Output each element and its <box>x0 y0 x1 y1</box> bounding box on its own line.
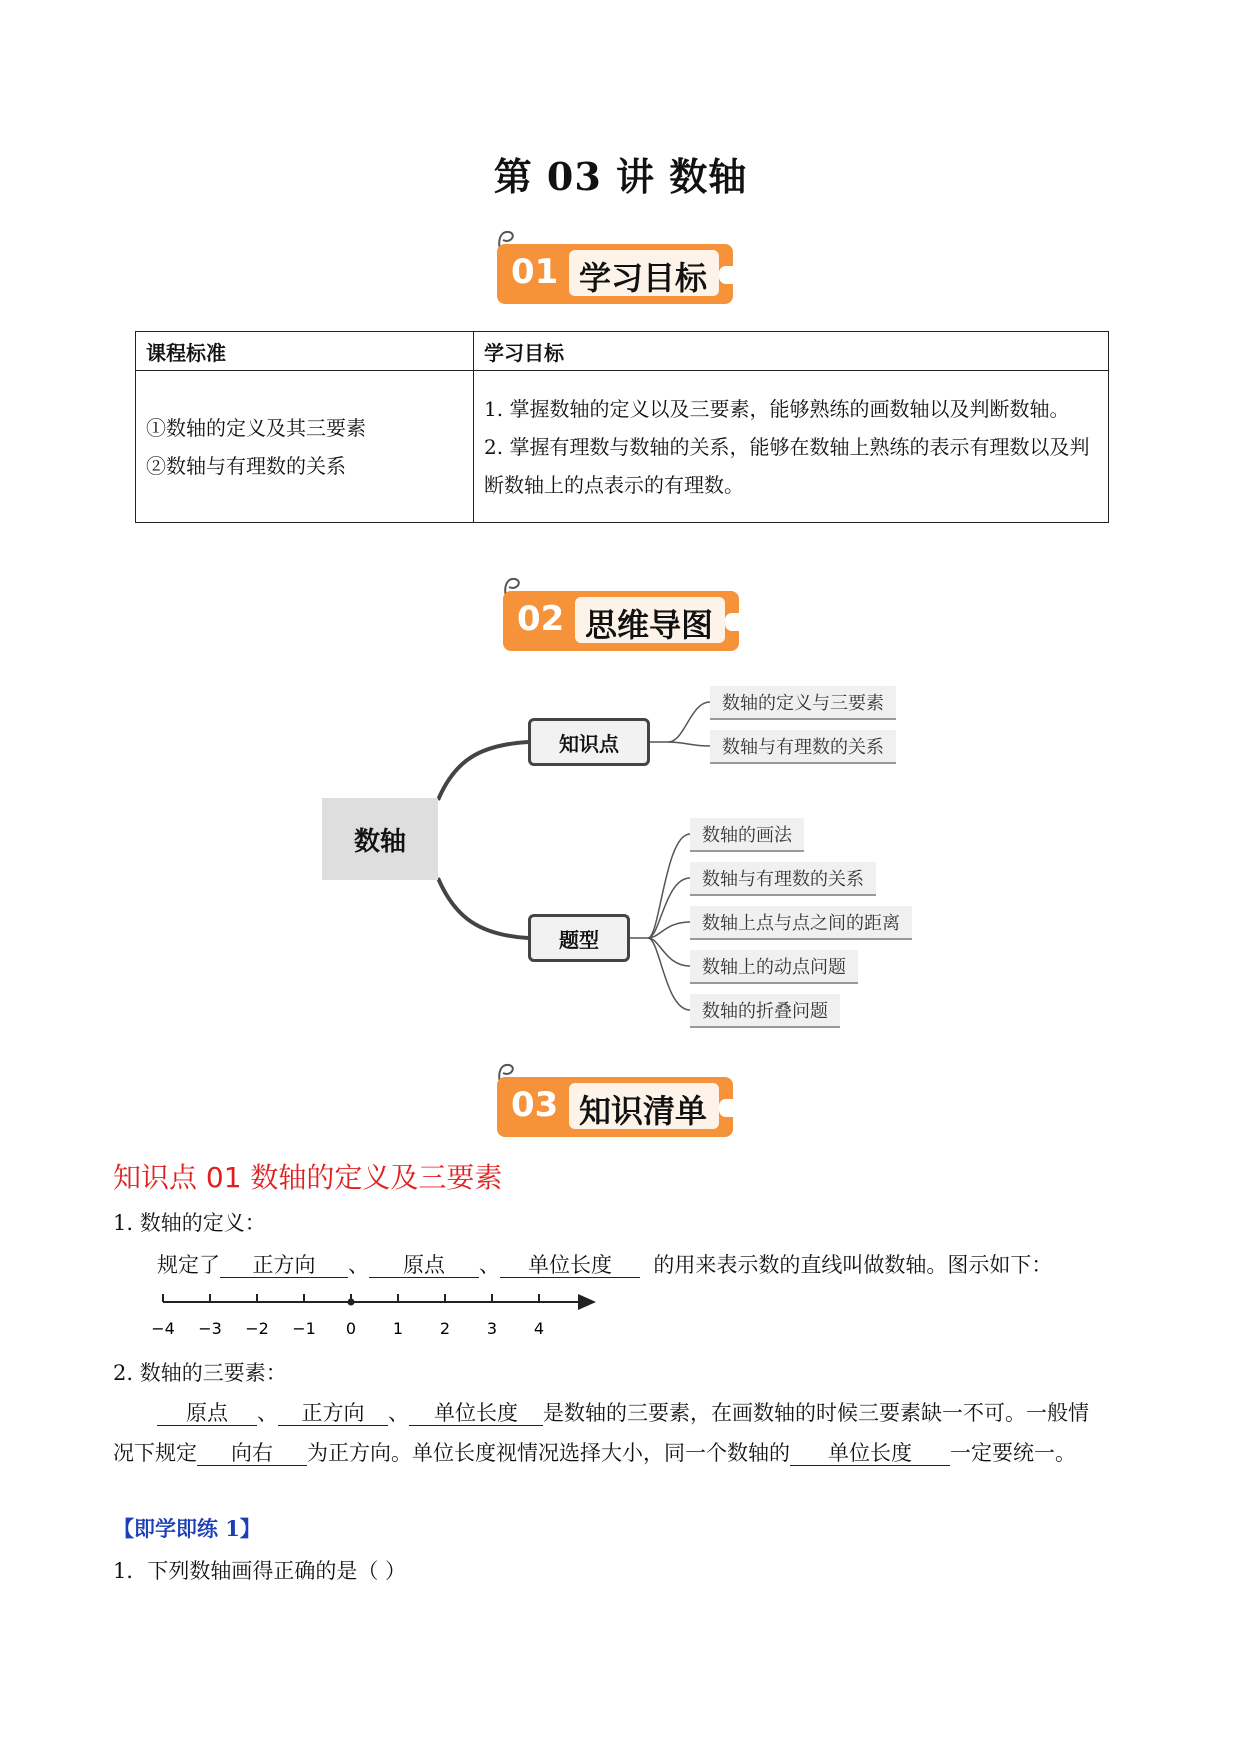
text: 一定要统一。 <box>950 1441 1076 1465</box>
axis-tick-label: 1 <box>392 1319 404 1338</box>
text: 规定了 <box>157 1253 220 1277</box>
mindmap-leaf: 数轴上点与点之间的距离 <box>690 906 912 940</box>
blank-answer: 向右 <box>197 1441 307 1466</box>
section-number: 03 <box>511 1085 559 1125</box>
origin-dot <box>348 1299 355 1306</box>
mindmap-branch-knowledge: 知识点 <box>528 718 650 766</box>
section-number: 02 <box>517 599 565 639</box>
text: 为正方向。单位长度视情况选择大小，同一个数轴的 <box>307 1441 790 1465</box>
axis-arrow <box>578 1294 596 1310</box>
axis-tick-label: 0 <box>345 1319 357 1338</box>
elements-line-2 <box>113 1437 1076 1467</box>
blank-answer: 正方向 <box>220 1253 348 1278</box>
mindmap-leaf: 数轴的折叠问题 <box>690 994 840 1028</box>
axis-tick-label: −1 <box>292 1319 316 1338</box>
axis-tick-label: 4 <box>533 1319 545 1338</box>
section-label: 思维导图 <box>585 606 714 644</box>
blank-answer: 原点 <box>369 1253 479 1278</box>
mindmap-leaf: 数轴与有理数的关系 <box>690 862 876 896</box>
text: 是数轴的三要素，在画数轴的时候三要素缺一不可。一般情 <box>543 1401 1089 1425</box>
mindmap-leaf: 数轴与有理数的关系 <box>710 730 896 764</box>
objective-item: 2. 掌握有理数与数轴的关系，能够在数轴上熟练的表示有理数以及判断数轴上的点表示的有理数。 <box>484 434 1090 497</box>
text: 、 <box>479 1253 500 1277</box>
elements-heading: 2. 数轴的三要素： <box>113 1361 287 1385</box>
blank-answer: 原点 <box>157 1401 257 1426</box>
table-header-standard: 课程标准 <box>136 332 474 371</box>
text: 况下规定 <box>113 1441 197 1465</box>
blank-answer: 单位长度 <box>409 1401 543 1426</box>
definition-heading: 1. 数轴的定义： <box>113 1211 266 1235</box>
practice-heading: 【即学即练 1】 <box>113 1516 261 1541</box>
elements-line-1 <box>157 1397 1089 1427</box>
definition-line <box>157 1249 1052 1279</box>
mindmap-branch-types: 题型 <box>528 914 630 962</box>
table-header-objective: 学习目标 <box>474 332 1109 371</box>
page-title: 第 03 讲 数轴 <box>493 154 748 199</box>
axis-tick-label: −3 <box>198 1319 222 1338</box>
section-badge-knowledge <box>497 1059 737 1137</box>
knowledge-point-title: 知识点 01 数轴的定义及三要素 <box>113 1161 503 1194</box>
axis-tick-label: 2 <box>439 1319 451 1338</box>
standard-item: ①数轴的定义及其三要素 <box>146 415 366 440</box>
section-number: 01 <box>511 252 559 292</box>
blank-answer: 单位长度 <box>790 1441 950 1466</box>
text: 、 <box>388 1401 409 1425</box>
axis-tick-label: 3 <box>486 1319 498 1338</box>
objective-item: 1. 掌握数轴的定义以及三要素，能够熟练的画数轴以及判断数轴。 <box>484 396 1070 421</box>
mindmap-root: 数轴 <box>322 798 438 880</box>
section-label: 知识清单 <box>579 1092 708 1130</box>
text: 、 <box>348 1253 369 1277</box>
mindmap-leaf: 数轴上的动点问题 <box>690 950 858 984</box>
blank-answer: 正方向 <box>278 1401 388 1426</box>
axis-tick-label: −2 <box>245 1319 269 1338</box>
mindmap-leaf: 数轴的定义与三要素 <box>710 686 896 720</box>
blank-answer: 单位长度 <box>500 1253 640 1278</box>
axis-tick-label: −4 <box>151 1319 175 1338</box>
number-line-diagram <box>150 1290 600 1342</box>
standard-item: ②数轴与有理数的关系 <box>146 453 346 478</box>
practice-question: 1．下列数轴画得正确的是（ ） <box>113 1559 407 1583</box>
mindmap-leaf: 数轴的画法 <box>690 818 804 852</box>
text: 、 <box>257 1401 278 1425</box>
text: 的用来表示数的直线叫做数轴。图示如下： <box>653 1253 1053 1277</box>
section-label: 学习目标 <box>579 259 708 297</box>
